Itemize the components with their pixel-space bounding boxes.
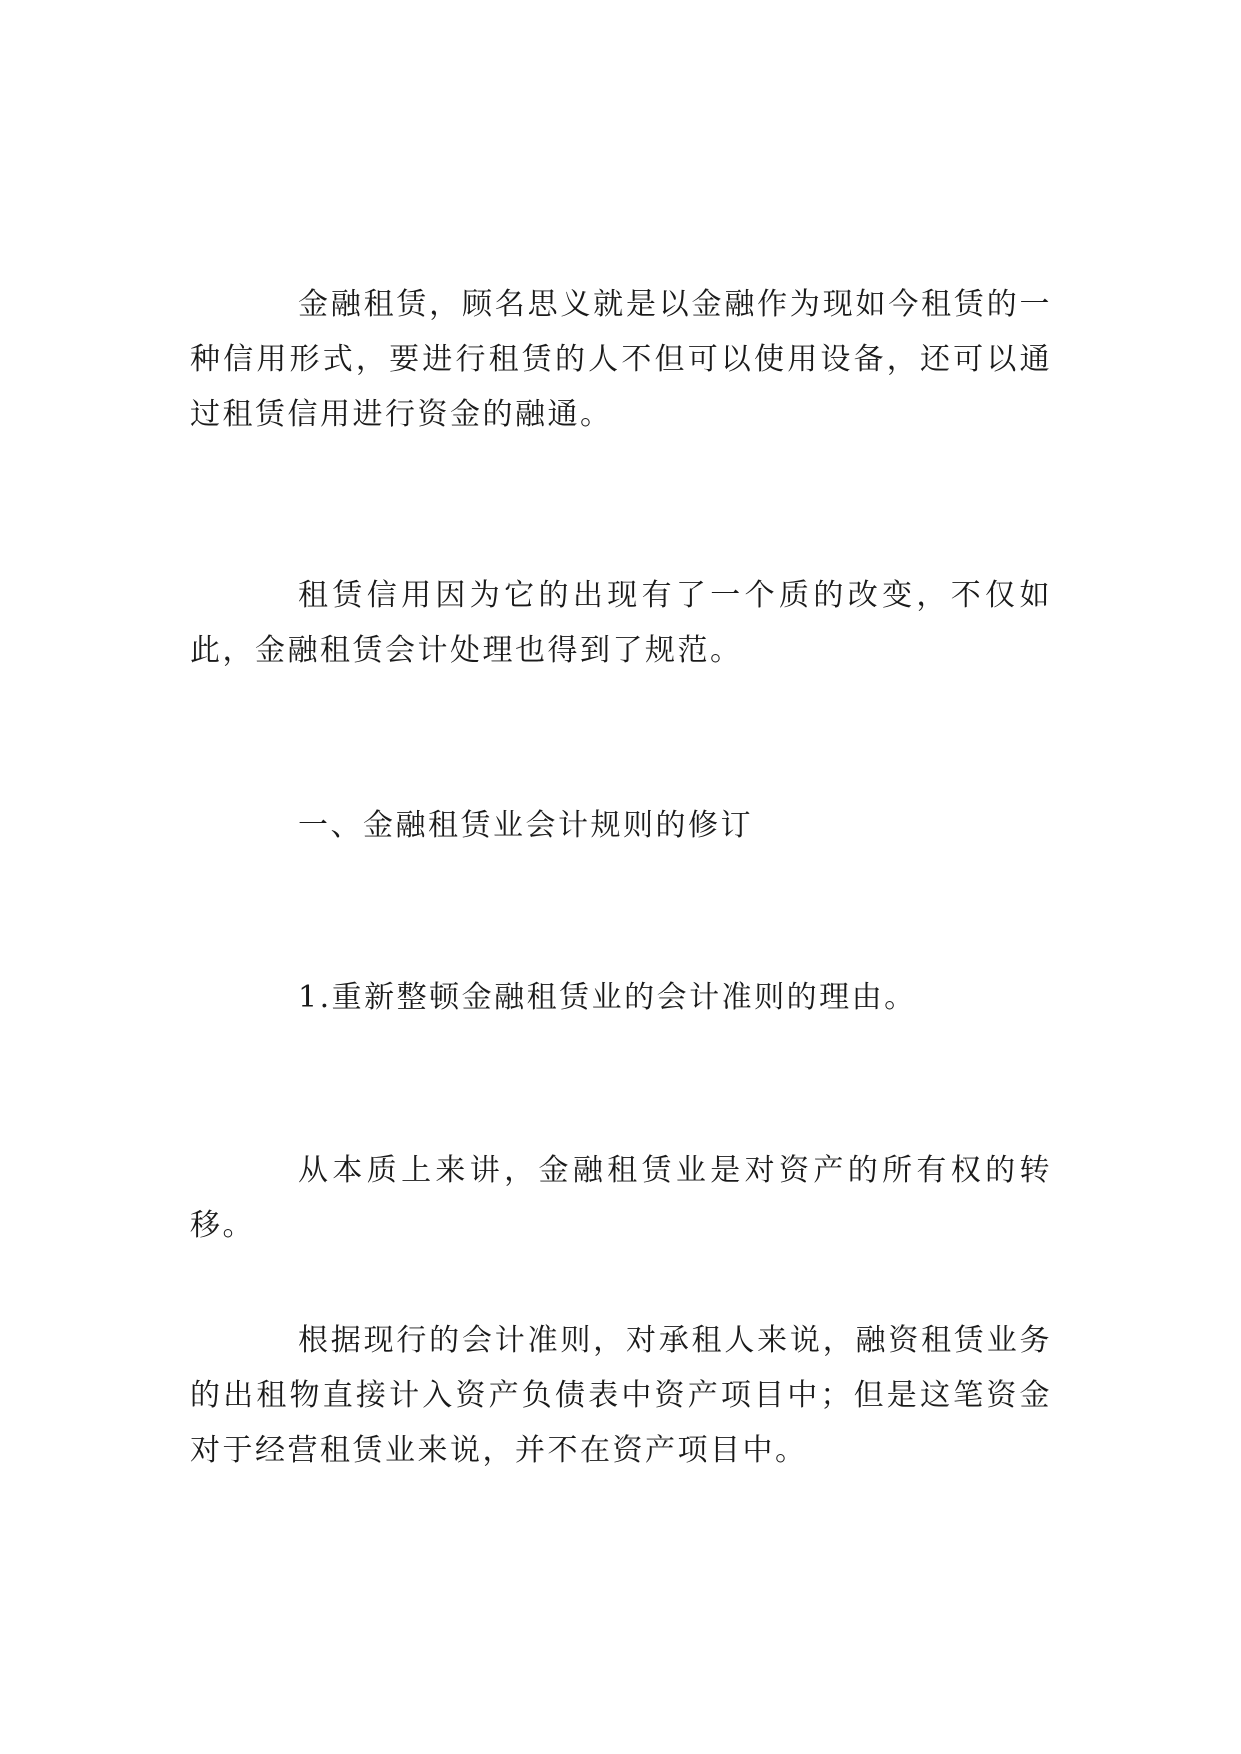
section-heading: 一、金融租赁业会计规则的修订 [298,808,753,843]
paragraph-intro: 金融租赁，顾名思义就是以金融作为现如今租赁的一种信用形式，要进行租赁的人不但可以使用设备，还可以通过租赁信用进行资金的融通。 [190,287,1052,432]
subsection-heading: 1.重新整顿金融租赁业的会计准则的理由。 [298,980,917,1015]
paragraph-leasing-credit: 租赁信用因为它的出现有了一个质的改变，不仅如此，金融租赁会计处理也得到了规范。 [190,578,1052,668]
paragraph-accounting-standards: 根据现行的会计准则，对承租人来说，融资租赁业务的出租物直接计入资产负债表中资产项目中；但是这笔资金对于经营租赁业来说，并不在资产项目中。 [190,1323,1052,1468]
paragraph-essence: 从本质上来讲，金融租赁业是对资产的所有权的转移。 [190,1153,1052,1243]
